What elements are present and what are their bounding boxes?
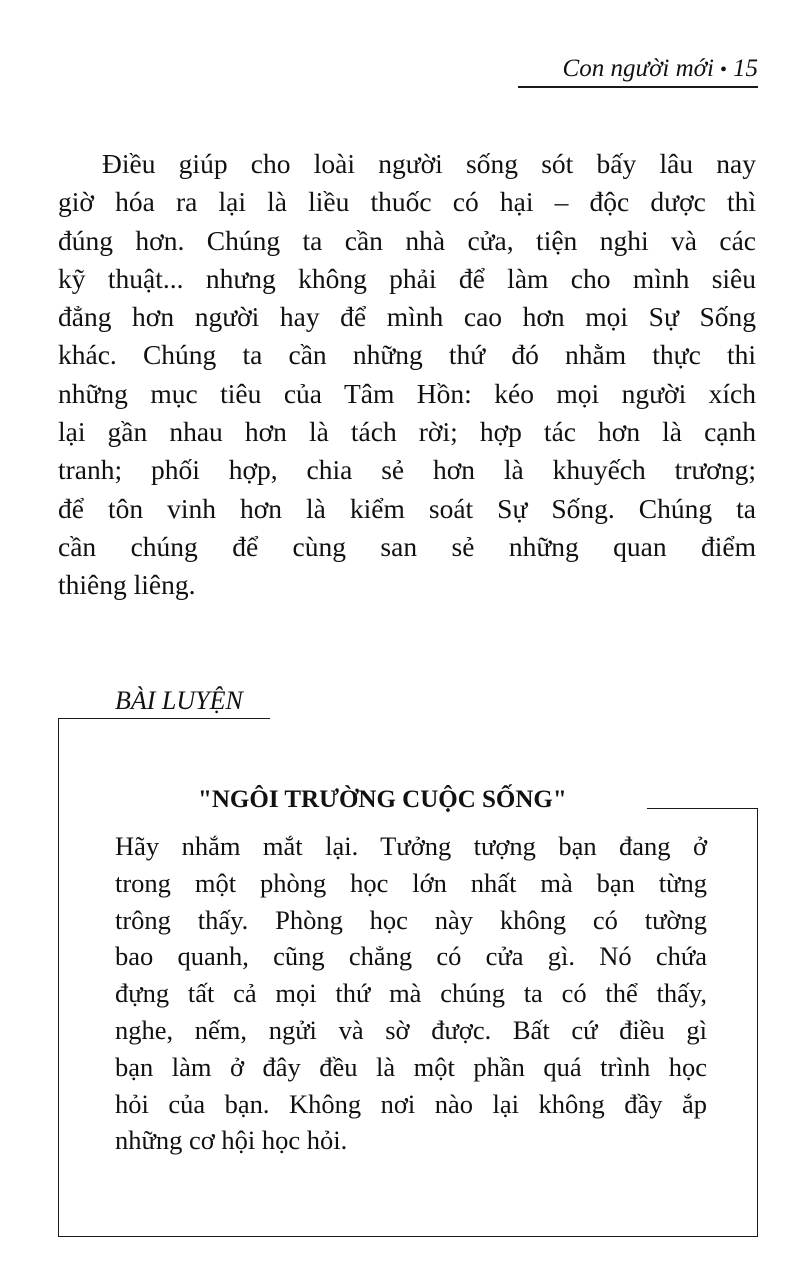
exercise-frame-top-right xyxy=(647,808,758,809)
book-title: Con người mới xyxy=(562,55,714,82)
body-line: kỹ thuật... nhưng không phải để làm cho mình siêu xyxy=(58,262,756,294)
exercise-paragraph xyxy=(115,828,707,1159)
exercise-line: trông thấy. Phòng học này không có tường xyxy=(115,904,707,935)
body-line: những mục tiêu của Tâm Hồn: kéo mọi người xích xyxy=(58,377,756,409)
section-label: BÀI LUYỆN xyxy=(115,686,243,719)
exercise-frame-bottom xyxy=(58,1236,758,1237)
body-line: tranh; phối hợp, chia sẻ hơn là khuyếch trương; xyxy=(58,454,756,486)
body-line: Điều giúp cho loài người sống sót bấy lâu nay xyxy=(102,148,756,179)
exercise-line: đựng tất cả mọi thứ mà chúng ta có thể thấy, xyxy=(115,978,707,1009)
exercise-line: bao quanh, cũng chẳng có cửa gì. Nó chứa xyxy=(115,941,707,972)
exercise-frame-left xyxy=(58,718,59,1236)
body-line: lại gần nhau hơn là tách rời; hợp tác hơn là cạnh xyxy=(58,416,756,448)
page-number: 15 xyxy=(733,55,758,82)
body-line: cần chúng để cùng san sẻ những quan điểm xyxy=(58,530,756,562)
exercise-title: "NGÔI TRƯỜNG CUỘC SỐNG" xyxy=(198,786,567,813)
body-line: đúng hơn. Chúng ta cần nhà cửa, tiện nghi và các xyxy=(58,224,756,256)
body-line: khác. Chúng ta cần những thứ đó nhằm thực thi xyxy=(58,339,756,371)
exercise-line: hỏi của bạn. Không nơi nào lại không đầy ắp xyxy=(115,1088,707,1119)
exercise-line: những cơ hội học hỏi. xyxy=(115,1125,348,1156)
exercise-frame-right xyxy=(757,808,758,1236)
body-line: để tôn vinh hơn là kiểm soát Sự Sống. Chúng ta xyxy=(58,492,756,524)
body-line: đẳng hơn người hay để mình cao hơn mọi Sự Sống xyxy=(58,301,756,333)
body-line: giờ hóa ra lại là liều thuốc có hại – độc dược thì xyxy=(58,186,756,218)
body-paragraph xyxy=(58,145,756,605)
running-head xyxy=(518,52,758,88)
exercise-line: trong một phòng học lớn nhất mà bạn từng xyxy=(115,867,707,898)
exercise-line: Hãy nhắm mắt lại. Tưởng tượng bạn đang ở xyxy=(115,831,707,861)
bullet-separator: • xyxy=(719,59,727,81)
exercise-line: nghe, nếm, ngửi và sờ được. Bất cứ điều gì xyxy=(115,1014,707,1045)
exercise-frame-top-left xyxy=(58,718,270,719)
exercise-line: bạn làm ở đây đều là một phần quá trình học xyxy=(115,1051,707,1082)
body-line: thiêng liêng. xyxy=(58,569,196,601)
